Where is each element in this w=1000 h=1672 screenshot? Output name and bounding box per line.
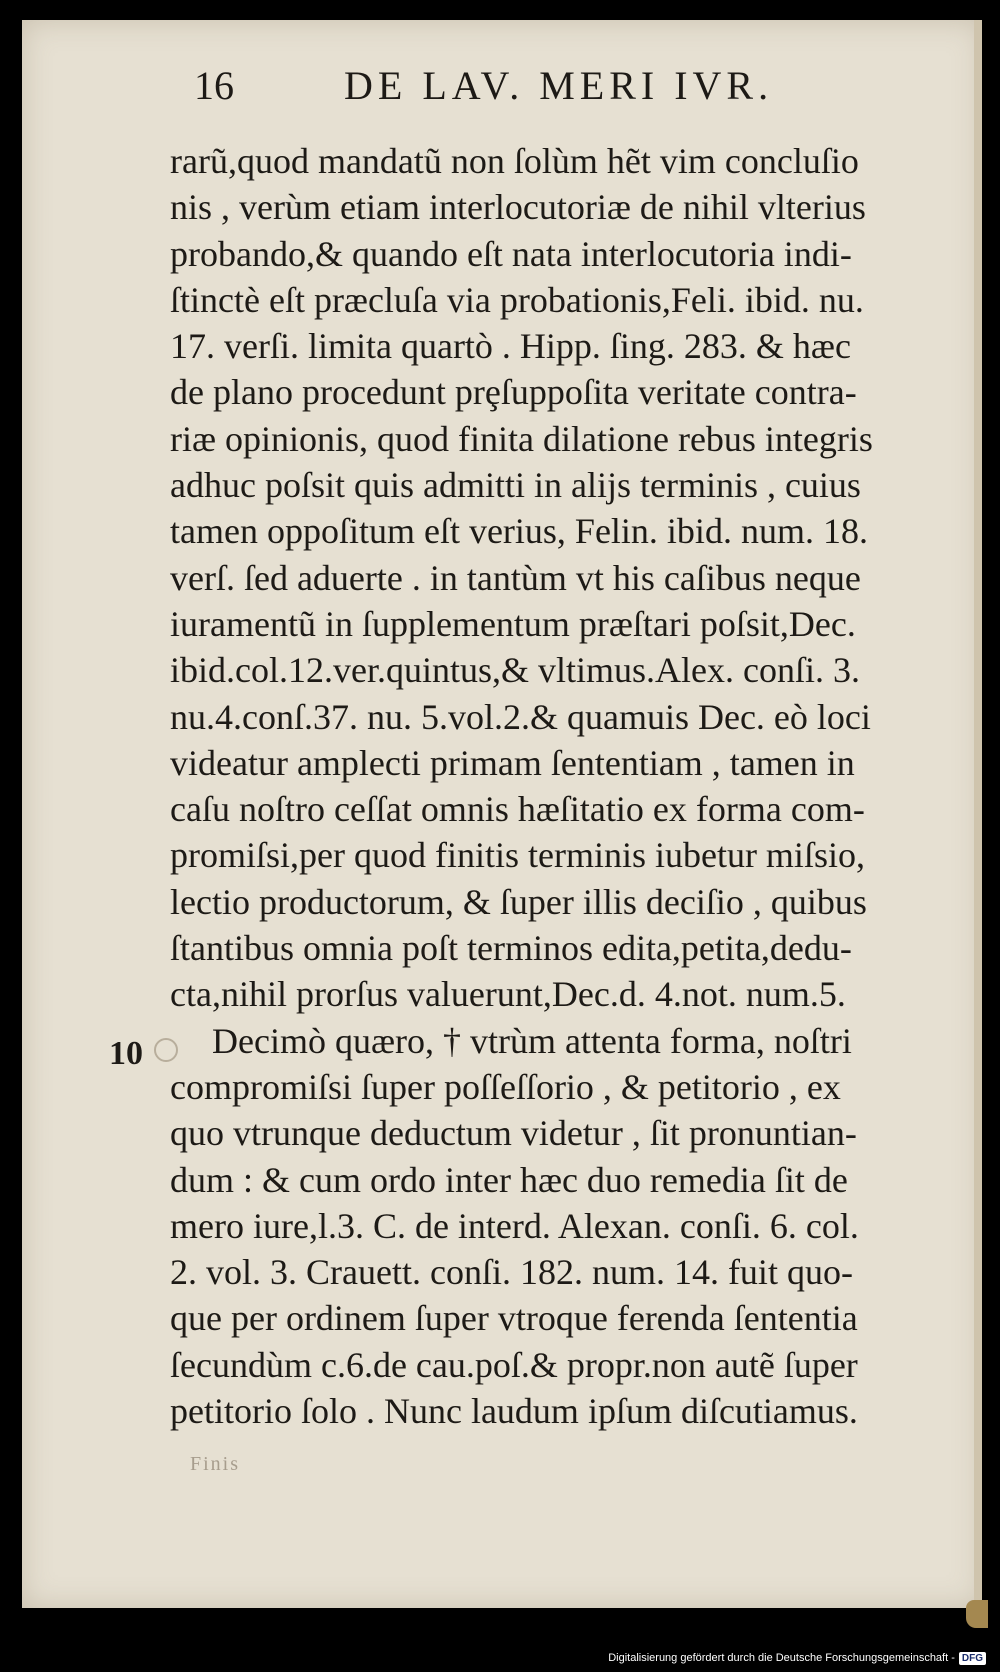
dfg-logo-icon: DFG [959,1652,986,1665]
text-line: 2. vol. 3. Crauett. conſi. 182. num. 14. fuit quo- [170,1252,853,1293]
text-line: 17. verſi. limita quartò . Hipp. ſing. 283. & hæc [170,326,851,367]
text-line: ſtantibus omnia poſt terminos edita,petita,dedu- [170,928,852,969]
running-title: DE LAV. MERI IVR. [344,63,774,108]
text-line: adhuc poſsit quis admitti in alijs terminis , cuius [170,465,861,506]
text-line: videatur amplecti primam ſententiam , tamen in [170,742,855,783]
faded-text: Finis [190,1453,241,1475]
text-line: mero iure,l.3. C. de interd. Alexan. conſi. 6. col. [170,1205,859,1246]
text-line: ſtinctè eſt præcluſa via probationis,Feli. ibid. nu. [170,279,864,320]
page-edge [974,20,982,1608]
text-line: dum : & cum ordo inter hæc duo remedia ſit de [170,1159,848,1200]
text-line: ibid.col.12.ver.quintus,& vltimus.Alex. conſi. 3. [170,650,860,691]
text-line: ſecundùm c.6.de cau.poſ.& propr.non autẽ ſuper [170,1344,858,1385]
text-line: probando,& quando eſt nata interlocutoria indi- [170,233,852,274]
text-line: caſu noſtro ceſſat omnis hæſitatio ex forma com- [170,789,865,830]
footer-credit: Digitalisierung gefördert durch die Deutsche Forschungsgemeinschaft - [608,1652,955,1664]
book-page [22,20,982,1608]
text-line: cta,nihil prorſus valuerunt,Dec.d. 4.not. num.5. [170,974,846,1015]
margin-section-number: 10 [109,1035,143,1072]
text-line: nis , verùm etiam interlocutoriæ de nihil vlterius [170,187,866,228]
page-number: 16 [194,63,234,108]
text-line: rarũ,quod mandatũ non ſolùm hẽt vim concluſio [170,141,859,181]
page-corner-curl [966,1600,988,1628]
text-line: verſ. ſed aduerte . in tantùm vt his caſibus neque [170,557,861,598]
text-line: nu.4.conſ.37. nu. 5.vol.2.& quamuis Dec. eò loci [170,696,871,737]
body-text [170,138,970,1434]
text-line: riæ opinionis, quod finita dilatione rebus integris [170,418,873,459]
digitization-footer [608,1649,986,1667]
text-line: que per ordinem ſuper vtroque ferenda ſententia [170,1298,858,1339]
text-line: promiſsi,per quod finitis terminis iubetur miſsio, [170,835,865,876]
text-line: iuramentũ in ſupplementum præſtari poſsit,Dec. [170,603,856,644]
text-line: de plano procedunt prȩſuppoſita veritate contra- [170,372,857,413]
text-line: petitorio ſolo . Nunc laudum ipſum diſcutiamus. [170,1391,858,1432]
text-line: tamen oppoſitum eſt verius, Felin. ibid. num. 18. [170,511,868,552]
text-line: quo vtrunque deductum videtur , ſit pronuntian- [170,1113,857,1154]
text-line: Decimò quæro, † vtrùm attenta forma, noſtri [212,1020,852,1061]
text-line: compromiſsi ſuper poſſeſſorio , & petitorio , ex [170,1066,841,1107]
text-line: lectio productorum, & ſuper illis deciſio , quibus [170,881,867,922]
page-header [172,54,892,108]
